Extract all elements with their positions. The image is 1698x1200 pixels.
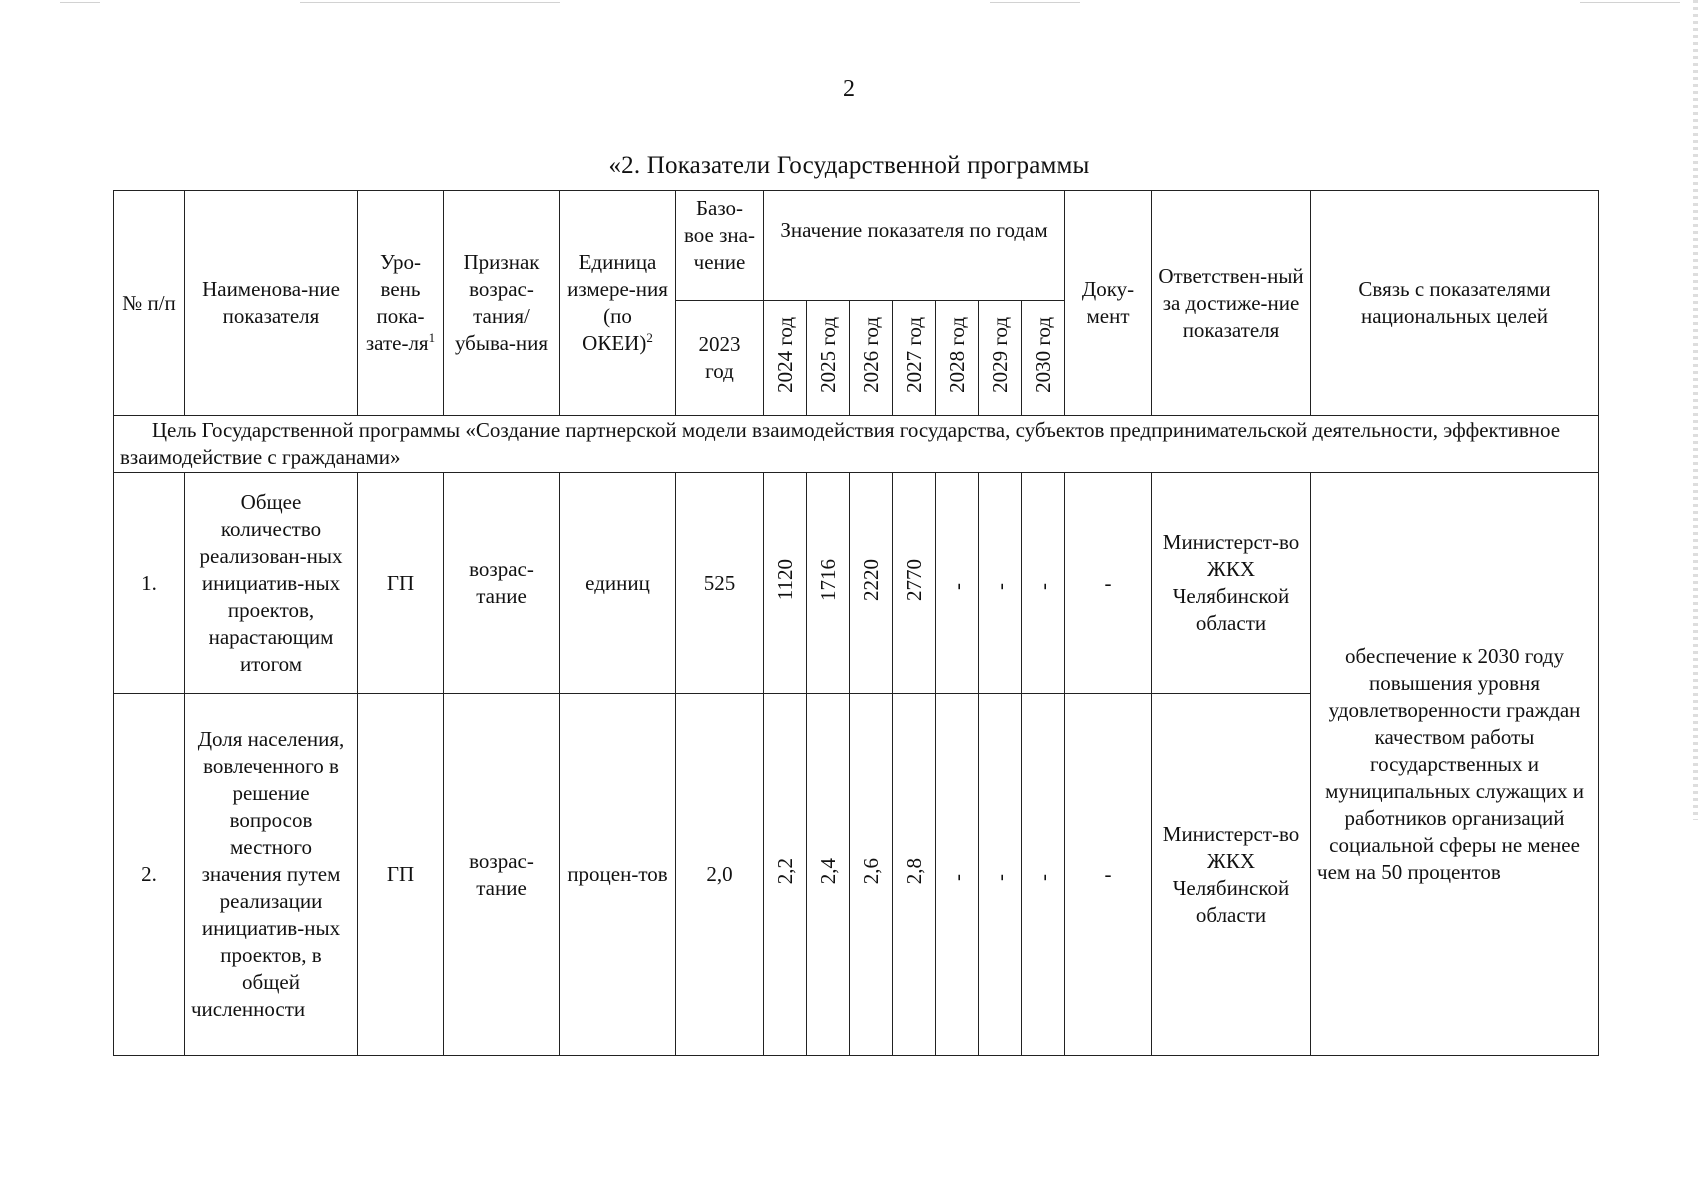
indicator-name: Доля населения, вовлеченного в решение вопросов местного значения путем реализации инициатив-ных проектов, в общей численности [185, 694, 358, 1056]
value-2027: 2770 [893, 473, 936, 694]
header-base: Базо-вое зна-чение [676, 191, 764, 301]
page-number: 2 [843, 76, 855, 102]
header-year-2027: 2027 год [893, 301, 936, 416]
indicator-trend: возрас-тание [444, 473, 560, 694]
indicator-responsible: Министерст-во ЖКХ Челябинской области [1152, 694, 1311, 1056]
footnote-2: 2 [646, 330, 653, 345]
header-unit: Единица измере-ния (по ОКЕИ)$^2$ [560, 191, 676, 416]
value-2024: 2,2 [764, 694, 807, 1056]
header-year-2030: 2030 год [1022, 301, 1065, 416]
goal-row [114, 416, 1599, 473]
header-trend: Признак возрас-тания/ убыва-ния [444, 191, 560, 416]
indicator-responsible: Министерст-во ЖКХ Челябинской области [1152, 473, 1311, 694]
value-2029: - [979, 473, 1022, 694]
header-year-2024: 2024 год [764, 301, 807, 416]
row-num: 2. [114, 694, 185, 1056]
scan-artifact [60, 2, 100, 3]
scan-artifact [1580, 2, 1680, 3]
row-num: 1. [114, 473, 185, 694]
program-goal: Цель Государственной программы «Создание партнерской модели взаимодействия государства, субъектов предпринимательской деятельности, эффективное взаимодействие с гражданами» [114, 416, 1599, 473]
national-goal-link: обеспечение к 2030 году повышения уровня удовлетворенности граждан качеством работы государственных и муниципальных служащих и работников организаций социальной сферы не менее чем на 50 процентов [1311, 473, 1599, 1056]
value-2025: 1716 [807, 473, 850, 694]
indicator-unit: единиц [560, 473, 676, 694]
header-row [114, 191, 1599, 301]
header-link: Связь с показателями национальных целей [1311, 191, 1599, 416]
indicator-document: - [1065, 473, 1152, 694]
scan-artifact [990, 2, 1080, 3]
table-title: «2. Показатели Государственной программы [608, 152, 1090, 179]
indicator-base: 2,0 [676, 694, 764, 1056]
value-2029: - [979, 694, 1022, 1056]
value-2024: 1120 [764, 473, 807, 694]
scan-edge-artifact [1693, 0, 1698, 820]
value-2026: 2,6 [850, 694, 893, 1056]
footnote-1: 1 [428, 330, 436, 345]
indicator-name: Общее количество реализован-ных инициатив-ных проектов, нарастающим итогом [185, 473, 358, 694]
value-2028: - [936, 473, 979, 694]
header-year-2028: 2028 год [936, 301, 979, 416]
header-num: № п/п [114, 191, 185, 416]
value-2025: 2,4 [807, 694, 850, 1056]
header-values-by-year: Значение показателя по годам [764, 191, 1065, 301]
table-row [114, 473, 1599, 694]
value-2028: - [936, 694, 979, 1056]
header-year-2026: 2026 год [850, 301, 893, 416]
header-year-2025: 2025 год [807, 301, 850, 416]
header-level: Уро-вень пока-$зате-ля^1$ [358, 191, 444, 416]
scan-artifact [300, 2, 560, 3]
header-year-2029: 2029 год [979, 301, 1022, 416]
header-responsible: Ответствен-ный за достиже-ние показателя [1152, 191, 1311, 416]
value-2030: - [1022, 694, 1065, 1056]
indicator-unit: процен-тов [560, 694, 676, 1056]
value-2027: 2,8 [893, 694, 936, 1056]
header-base-year: 2023 год [676, 301, 764, 416]
header-document: Доку-мент [1065, 191, 1152, 416]
indicators-table [113, 190, 1599, 1056]
indicator-trend: возрас-тание [444, 694, 560, 1056]
indicator-base: 525 [676, 473, 764, 694]
indicator-document: - [1065, 694, 1152, 1056]
value-2030: - [1022, 473, 1065, 694]
value-2026: 2220 [850, 473, 893, 694]
indicator-level: ГП [358, 473, 444, 694]
indicator-level: ГП [358, 694, 444, 1056]
header-name: Наименова-ние показателя [185, 191, 358, 416]
